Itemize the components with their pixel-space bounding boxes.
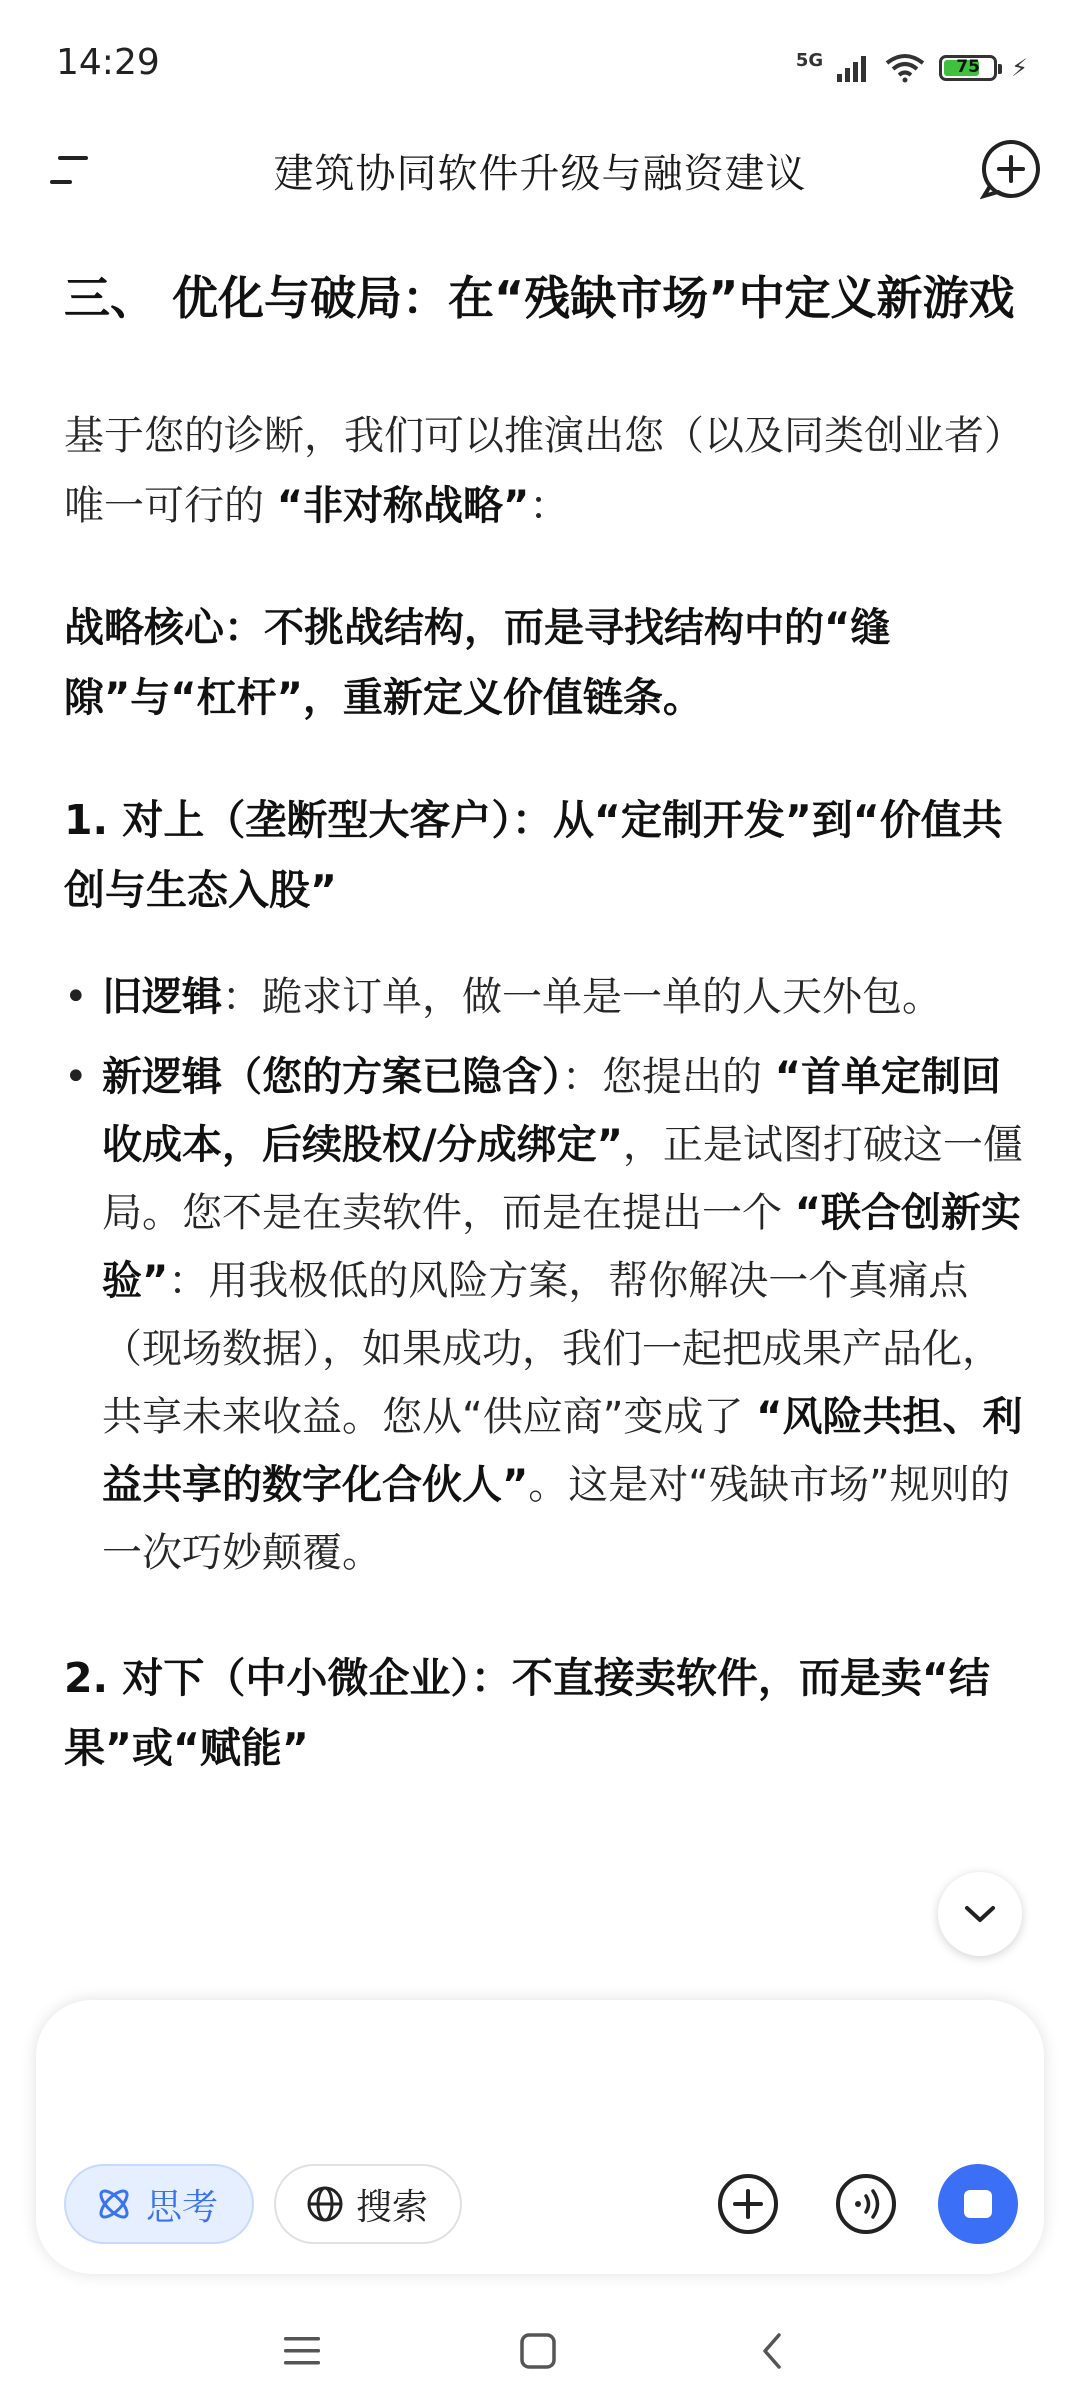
bullet-bold: “风险共担、利益共享的数字化合伙人”: [102, 1394, 1023, 1508]
subheading-downstream: 2. 对下（中小微企业）：不直接卖软件，而是卖“结果”或“赋能”: [64, 1654, 990, 1772]
stop-generating-button[interactable]: [938, 2164, 1018, 2244]
battery-cap: [998, 64, 1002, 74]
bullet-label: 新逻辑（您的方案已隐含）: [102, 1054, 562, 1100]
home-button[interactable]: [508, 2326, 568, 2376]
message-input[interactable]: [78, 2044, 782, 2106]
home-square-icon: [518, 2331, 558, 2371]
plus-circle-icon: [716, 2172, 780, 2236]
attach-button[interactable]: [708, 2164, 788, 2244]
battery-percent: 75: [956, 57, 980, 77]
intro-bold: “非对称战略”: [276, 483, 530, 529]
bullet-bold: “联合创新实验”: [102, 1190, 1022, 1304]
list-item: [64, 963, 1024, 1031]
section-heading: 三、 优化与破局：在“残缺市场”中定义新游戏: [64, 271, 1015, 325]
intro-text-end: ：: [529, 483, 570, 529]
back-chevron-icon: [757, 2331, 787, 2371]
subheading-upstream: 1. 对上（垄断型大客户）：从“定制开发”到“价值共创与生态入股”: [64, 796, 1003, 914]
strategy-core: 战略核心：不挑战结构，而是寻找结构中的“缝隙”与“杠杆”，重新定义价值链条。: [64, 605, 891, 721]
think-toggle[interactable]: [64, 2164, 254, 2244]
charging-icon: ⚡: [1011, 54, 1028, 82]
battery-icon: [939, 55, 997, 81]
voice-wave-icon: [834, 2172, 898, 2236]
input-panel: [36, 2000, 1044, 2274]
bullet-text: ：用我极低的风险方案，帮你解决一个真痛点（现场数据），如果成功，我们一起把成果产品化，共享未来收益。您从“供应商”变成了: [102, 1258, 1002, 1440]
chat-response: [64, 262, 1024, 1783]
intro-text: 基于您的诊断，我们可以推演出您（以及同类创业者）唯一可行的: [64, 413, 1024, 529]
voice-call-button[interactable]: [826, 2164, 906, 2244]
bullet-bold: “首单定制回收成本，后续股权/分成绑定”: [102, 1054, 1002, 1168]
status-bar: [0, 0, 1080, 130]
bullet-label: 旧逻辑: [102, 974, 222, 1020]
intro-paragraph: [64, 401, 1024, 541]
think-label: 思考: [146, 2186, 219, 2228]
globe-icon: [306, 2185, 344, 2223]
new-chat-button[interactable]: [980, 138, 1042, 200]
page-title: 建筑协同软件升级与融资建议: [273, 151, 807, 197]
search-label: 搜索: [356, 2186, 429, 2228]
search-toggle[interactable]: [274, 2164, 462, 2244]
wifi-icon: [885, 53, 925, 83]
menu-lines-icon: [282, 2333, 322, 2369]
bullet-text: 。这是对“残缺市场”规则的一次巧妙颠覆。: [102, 1462, 1010, 1576]
recents-button[interactable]: [272, 2326, 332, 2376]
bullet-text: ，正是试图打破这一僵局。您不是在卖软件，而是在提出一个: [102, 1122, 1023, 1236]
system-nav-bar: [0, 2300, 1080, 2400]
bullet-text: ：您提出的: [562, 1054, 775, 1100]
network-type: 5G: [795, 50, 824, 71]
new-chat-icon: [980, 138, 1042, 200]
bullet-list: [64, 963, 1024, 1587]
list-item: [64, 1043, 1024, 1587]
back-button[interactable]: [742, 2326, 802, 2376]
atom-icon: [94, 2184, 134, 2224]
signal-icon: [837, 54, 871, 82]
status-icons: [796, 48, 1028, 88]
stop-icon: [964, 2190, 992, 2218]
chevron-down-icon: [963, 1904, 997, 1924]
bullet-text: ：跪求订单，做一单是一单的人天外包。: [222, 974, 942, 1020]
scroll-to-bottom-button[interactable]: [938, 1872, 1022, 1956]
status-time: 14:29: [56, 42, 160, 83]
app-header: [0, 120, 1080, 220]
